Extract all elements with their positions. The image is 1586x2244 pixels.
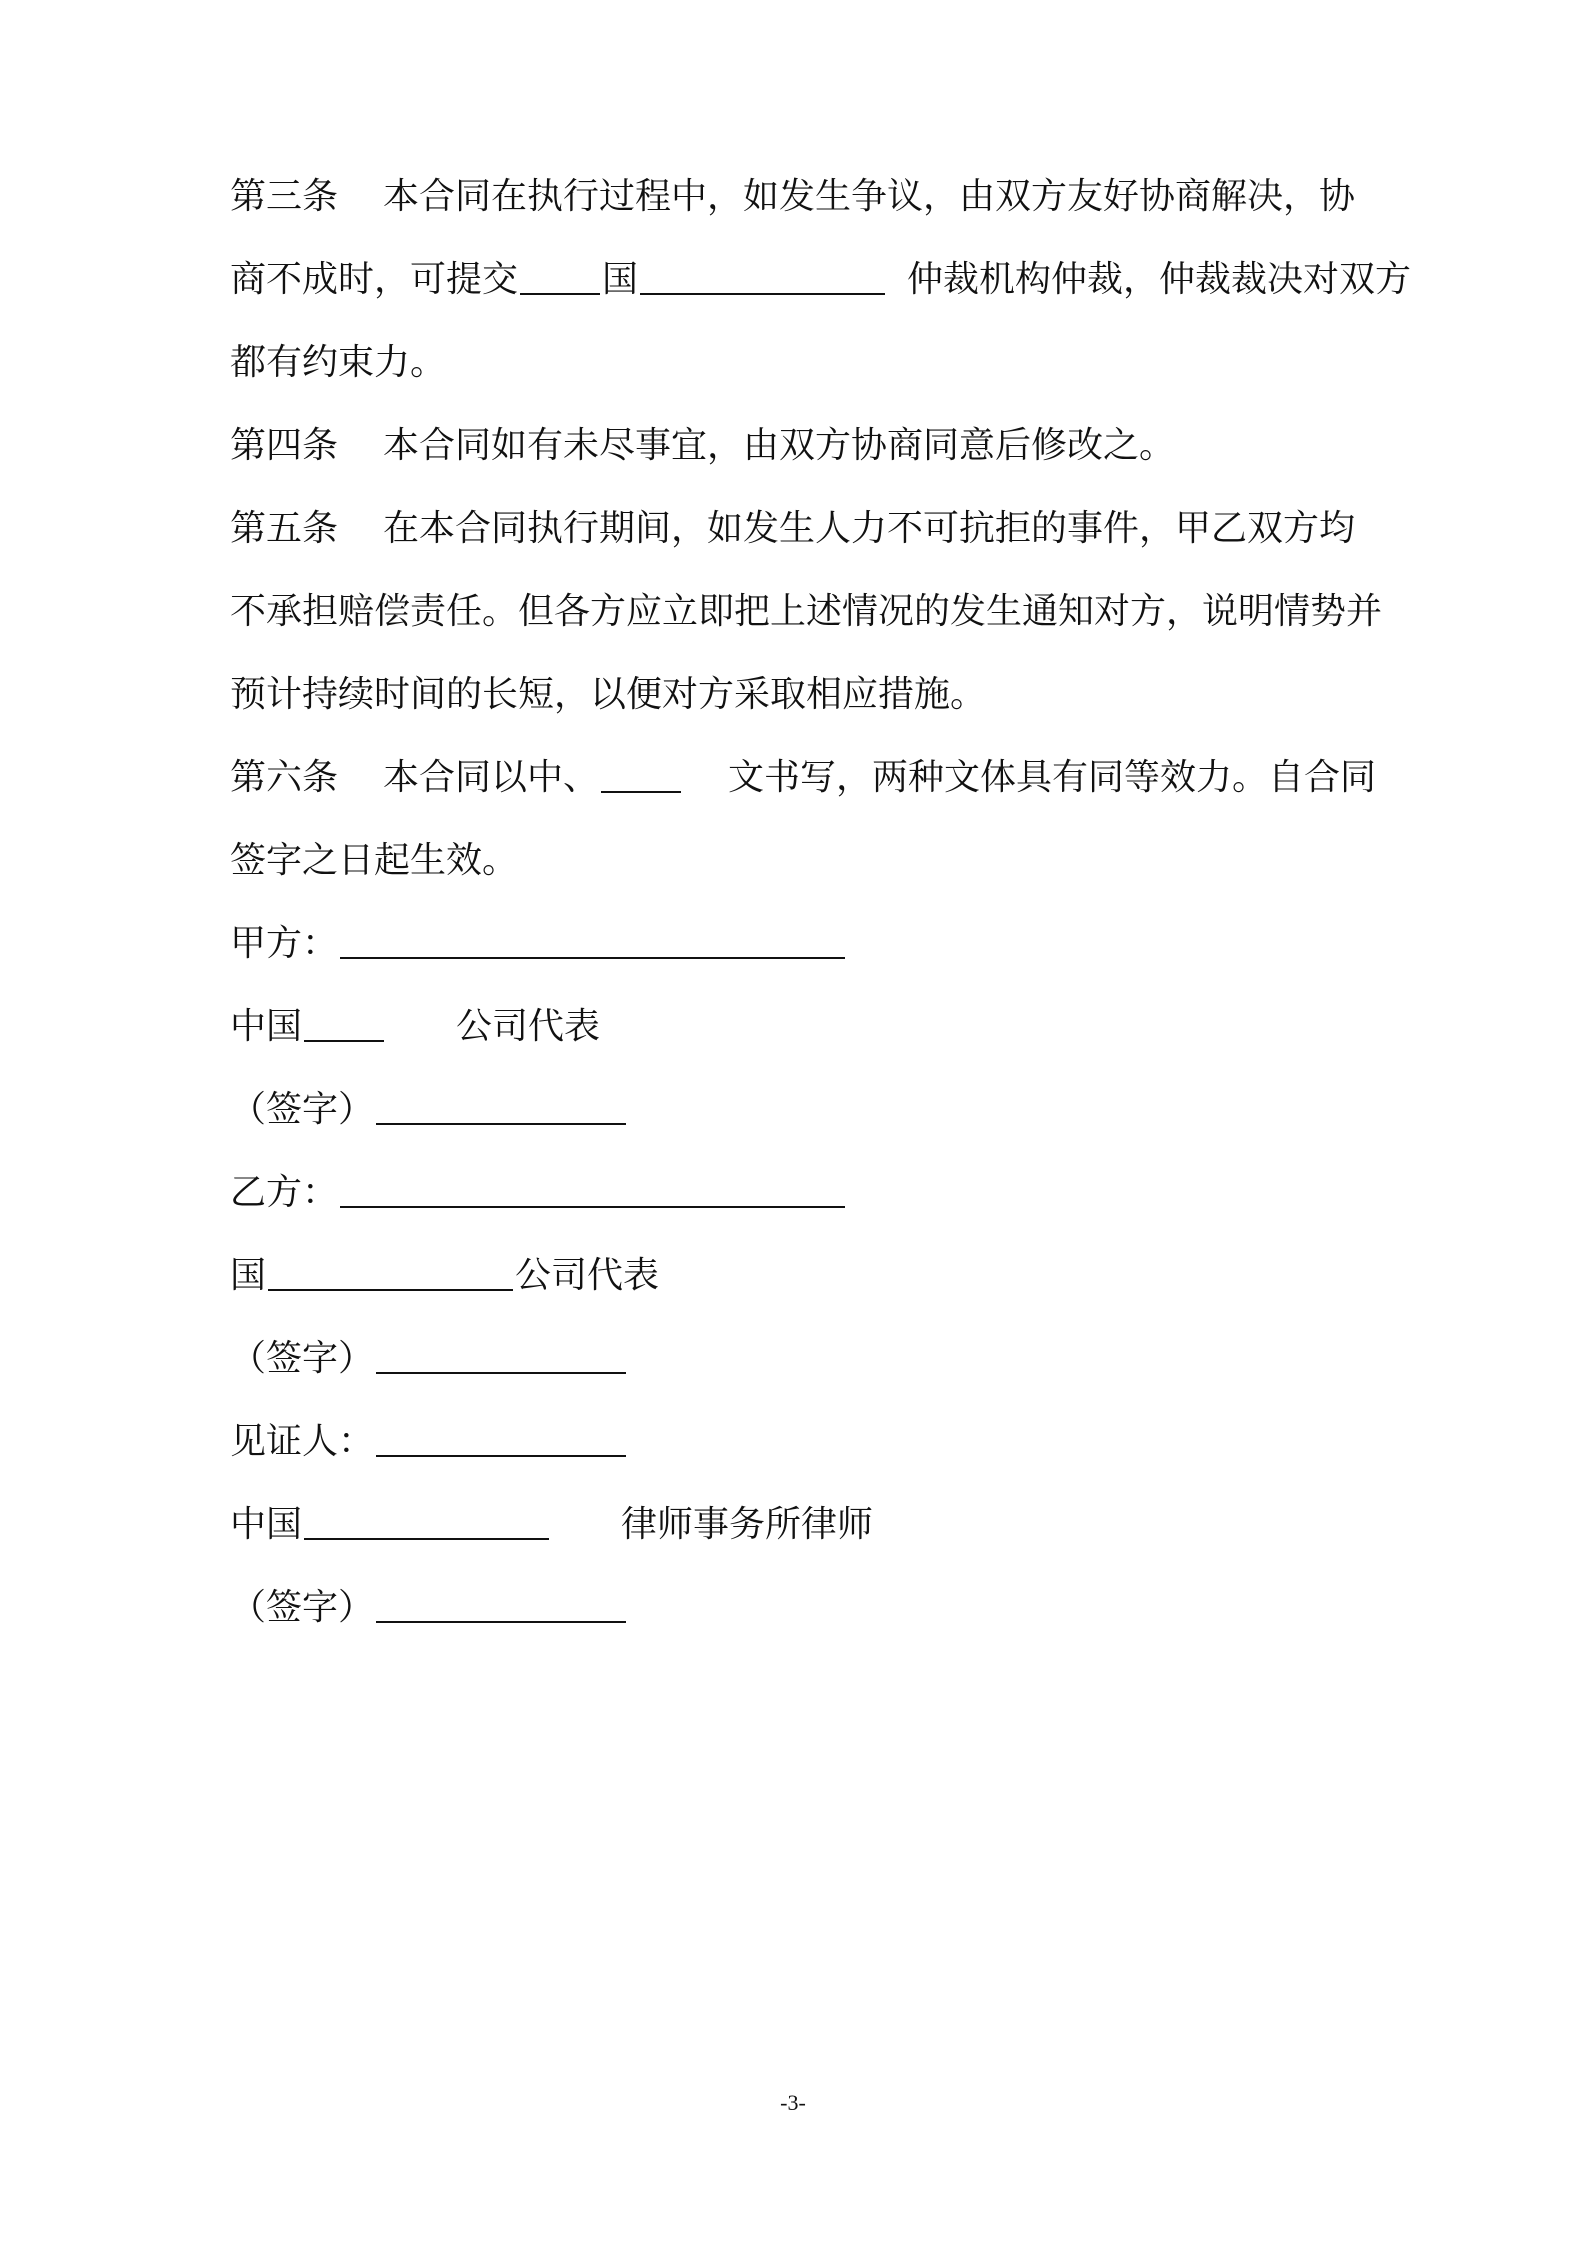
article-4-text-1: 本合同如有未尽事宜，由双方协商同意后修改之。 — [383, 425, 1176, 466]
party-a-sign-label: （签字） — [230, 1089, 375, 1130]
party-a-company-prefix: 中国 — [230, 1006, 303, 1047]
article-5-line-3 — [230, 653, 1430, 736]
party-b-sign-line — [230, 1317, 1430, 1400]
party-b-label: 乙方： — [230, 1172, 339, 1213]
article-6-text-1a: 本合同以中、 — [383, 757, 600, 798]
article-5-label: 第五条 — [230, 508, 339, 549]
party-a-company-line — [230, 985, 1430, 1068]
article-3-text-1: 本合同在执行过程中，如发生争议，由双方友好协商解决，协 — [383, 176, 1356, 217]
party-a-line — [230, 902, 1430, 985]
witness-line — [230, 1400, 1430, 1483]
witness-firm-suffix: 律师事务所律师 — [621, 1504, 874, 1545]
witness-blank — [376, 1415, 626, 1457]
arbitration-org-blank — [640, 253, 885, 295]
party-a-sign-blank — [376, 1083, 626, 1125]
article-6-label: 第六条 — [230, 757, 339, 798]
article-6-text-1b: 文书写，两种文体具有同等效力。自合同 — [728, 757, 1377, 798]
party-a-sign-line — [230, 1068, 1430, 1151]
party-b-company-suffix: 公司代表 — [515, 1255, 660, 1296]
article-3-label: 第三条 — [230, 176, 339, 217]
party-b-sign-blank — [376, 1332, 626, 1374]
article-5-text-1: 在本合同执行期间，如发生人力不可抗拒的事件，甲乙双方均 — [383, 508, 1356, 549]
witness-label: 见证人： — [230, 1421, 375, 1462]
party-a-label: 甲方： — [230, 923, 339, 964]
article-3-text-2a: 商不成时，可提交 — [230, 259, 519, 300]
witness-sign-blank — [376, 1581, 626, 1623]
article-3-text-3: 都有约束力。 — [230, 342, 447, 383]
party-b-company-prefix: 国 — [230, 1255, 267, 1296]
article-3-line-2 — [230, 238, 1430, 321]
party-b-line — [230, 1151, 1430, 1234]
party-a-company-suffix: 公司代表 — [456, 1006, 601, 1047]
article-5-text-2: 不承担赔偿责任。但各方应立即把上述情况的发生通知对方，说明情势并 — [230, 591, 1383, 632]
witness-firm-blank — [304, 1498, 549, 1540]
witness-firm-line — [230, 1483, 1430, 1566]
witness-firm-prefix: 中国 — [230, 1504, 303, 1545]
article-6-line-1 — [230, 736, 1430, 819]
article-5-line-1 — [230, 487, 1430, 570]
party-b-company-blank — [268, 1249, 513, 1291]
article-4-line-1 — [230, 404, 1430, 487]
language-blank — [601, 751, 681, 793]
page-number: -3- — [780, 2090, 806, 2115]
article-3-line-1 — [230, 155, 1430, 238]
party-b-sign-label: （签字） — [230, 1338, 375, 1379]
party-b-company-line — [230, 1234, 1430, 1317]
article-4-label: 第四条 — [230, 425, 339, 466]
article-5-text-3: 预计持续时间的长短，以便对方采取相应措施。 — [230, 674, 987, 715]
country-blank — [520, 253, 600, 295]
article-5-line-2 — [230, 570, 1430, 653]
witness-sign-line — [230, 1566, 1430, 1649]
party-a-company-blank — [304, 1000, 384, 1042]
article-6-text-2: 签字之日起生效。 — [230, 840, 519, 881]
party-b-blank — [340, 1166, 845, 1208]
party-a-blank — [340, 917, 845, 959]
article-6-line-2 — [230, 819, 1430, 902]
contract-body — [230, 155, 1430, 1649]
article-3-text-2b: 国 — [602, 259, 639, 300]
article-3-text-2c: 仲裁机构仲裁，仲裁裁决对双方 — [907, 259, 1412, 300]
article-3-line-3 — [230, 321, 1430, 404]
witness-sign-label: （签字） — [230, 1587, 375, 1628]
